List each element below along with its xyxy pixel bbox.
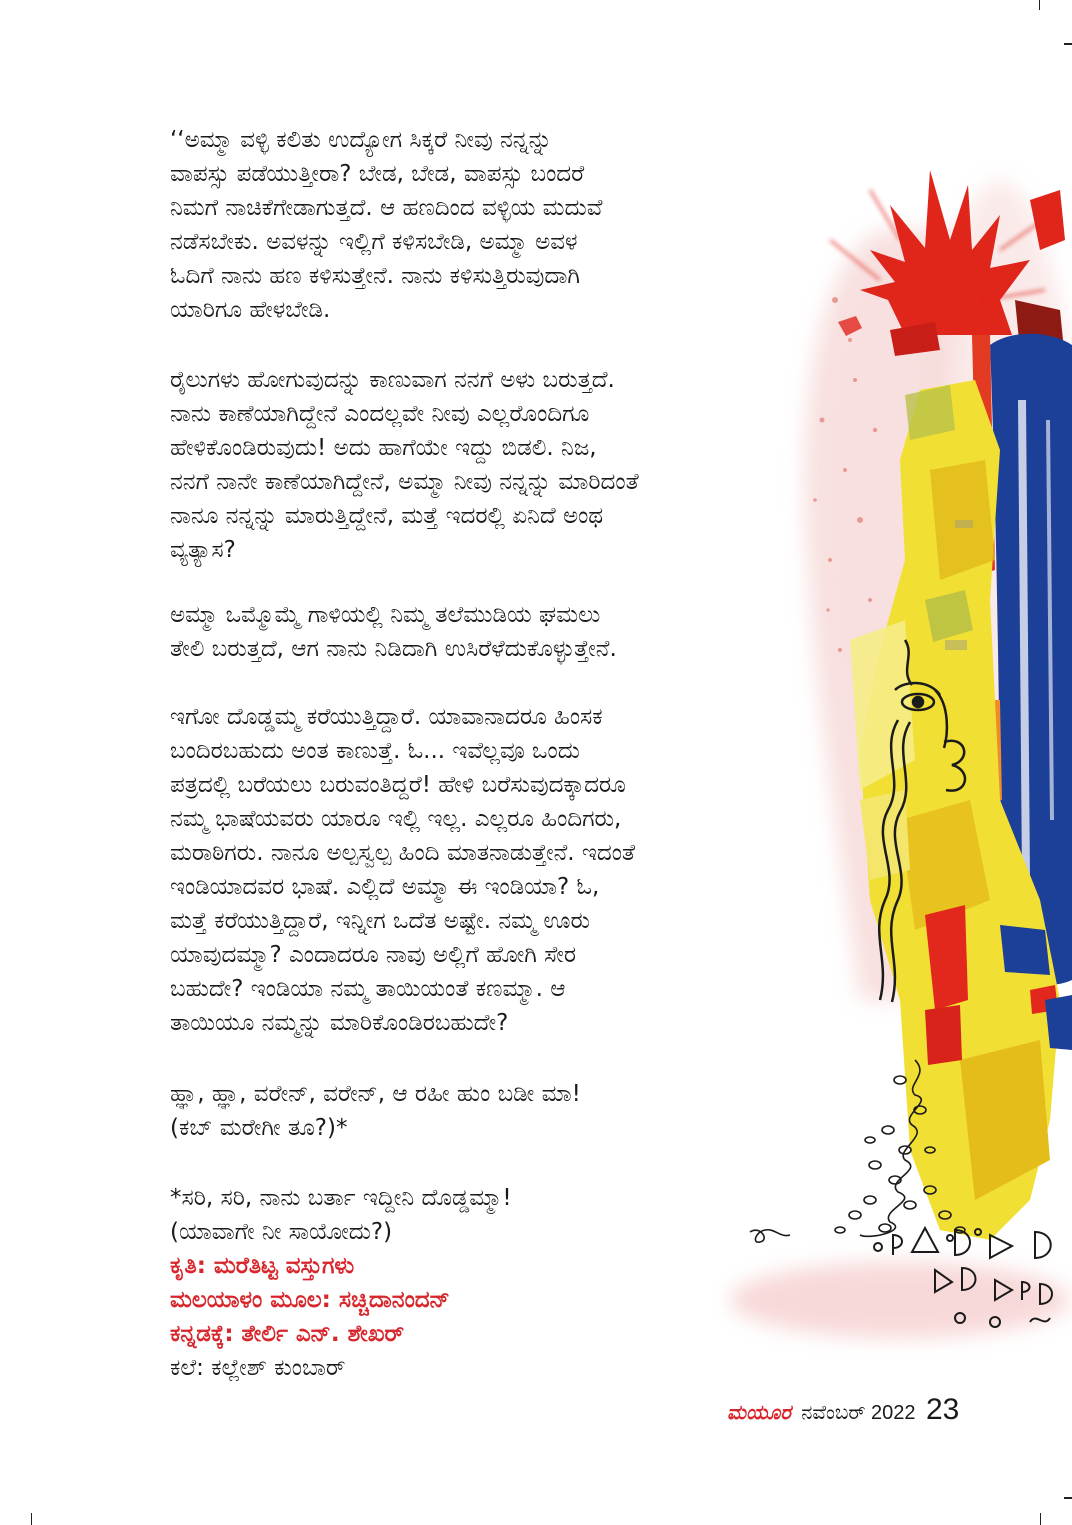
text-line: ತಾಯಿಯೂ ನಮ್ಮನ್ನು ಮಾರಿಕೊಂಡಿರಬಹುದೇ? bbox=[170, 1010, 509, 1036]
text-line: ಬಂದಿರಬಹುದು ಅಂತ ಕಾಣುತ್ತೆ. ಓ... ಇವೆಲ್ಲವೂ ಒಂದು bbox=[170, 738, 580, 764]
text-line: ಮತ್ತೆ ಕರೆಯುತ್ತಿದ್ದಾರೆ, ಇನ್ನೀಗ ಒದೆತ ಅಷ್ಟೇ. ನಮ್ಮ ಊರು bbox=[170, 908, 590, 934]
paragraph-3 bbox=[170, 598, 790, 666]
text-line: ಅಮ್ಮಾ ಒಮ್ಮೊಮ್ಮೆ ಗಾಳಿಯಲ್ಲಿ ನಿಮ್ಮ ತಲೆಮುಡಿಯ ಘಮಲು bbox=[170, 602, 601, 628]
text-line: ಮರಾಠಿಗರು. ನಾನೂ ಅಲ್ಪಸ್ವಲ್ಪ ಹಿಂದಿ ಮಾತನಾಡುತ್ತೇನೆ. ಇದಂತೆ bbox=[170, 840, 636, 866]
text-line: ಬಹುದೇ? ಇಂಡಿಯಾ ನಮ್ಮ ತಾಯಿಯಂತೆ ಕಣಮ್ಮಾ. ಆ bbox=[170, 976, 566, 1002]
text-line: ಇಂಡಿಯಾದವರ ಭಾಷೆ. ಎಲ್ಲಿದೆ ಅಮ್ಮಾ ಈ ಇಂಡಿಯಾ? ಓ, bbox=[170, 874, 600, 900]
footnote-line: *ಸರಿ, ಸರಿ, ನಾನು ಬರ್ತಾ ಇದ್ದೀನಿ ದೊಡ್ಡಮ್ಮಾ! bbox=[170, 1185, 512, 1211]
text-line: ಯಾವುದಮ್ಮಾ? ಎಂದಾದರೂ ನಾವು ಅಲ್ಲಿಗೆ ಹೋಗಿ ಸೇರ bbox=[170, 942, 577, 968]
text-line: ಯಾರಿಗೂ ಹೇಳಬೇಡಿ. bbox=[170, 297, 331, 323]
credit-work: ಕೃತಿ: ಮರೆತಿಟ್ಟ ವಸ್ತುಗಳು bbox=[170, 1253, 355, 1279]
text-line: ‘‘ಅಮ್ಮಾ ವಳ್ಳಿ ಕಲಿತು ಉದ್ಯೋಗ ಸಿಕ್ಕರೆ ನೀವು ನನ್ನನ್ನು bbox=[170, 127, 552, 153]
paragraph-4 bbox=[170, 700, 790, 1040]
paragraph-2 bbox=[170, 363, 790, 567]
paragraph-5 bbox=[170, 1077, 790, 1145]
crop-mark-bottom-right bbox=[1040, 1513, 1041, 1525]
footnote-and-credits bbox=[170, 1181, 790, 1385]
text-line: ತೇಲಿ ಬರುತ್ತದೆ, ಆಗ ನಾನು ನಿಡಿದಾಗಿ ಉಸಿರೆಳೆದುಕೊಳ್ಳುತ್ತೇನೆ. bbox=[170, 636, 617, 662]
crop-mark-top-right bbox=[1039, 0, 1040, 10]
page-footer bbox=[727, 1393, 959, 1427]
paragraph-1 bbox=[170, 123, 790, 327]
text-line: ಹ್ಞಾ, ಹ್ಞಾ, ವರೇನ್, ವರೇನ್, ಆ ರಹೀ ಹುಂ ಬಡೀ ಮಾ! bbox=[170, 1081, 581, 1107]
text-line: ನಮ್ಮ ಭಾಷೆಯವರು ಯಾರೂ ಇಲ್ಲಿ ಇಲ್ಲ. ಎಲ್ಲರೂ ಹಿಂದಿಗರು, bbox=[170, 806, 622, 832]
credit-translator: ಕನ್ನಡಕ್ಕೆ: ತೇರ್ಲಿ ಎನ್. ಶೇಖರ್ bbox=[170, 1321, 405, 1347]
text-line: ರೈಲುಗಳು ಹೋಗುವುದನ್ನು ಕಾಣುವಾಗ ನನಗೆ ಅಳು ಬರುತ್ತದೆ. bbox=[170, 367, 615, 393]
text-line: ನಡೆಸಬೇಕು. ಅವಳನ್ನು ಇಲ್ಲಿಗೆ ಕಳಿಸಬೇಡಿ, ಅಮ್ಮಾ ಅವಳ bbox=[170, 229, 578, 255]
text-line: ಓದಿಗೆ ನಾನು ಹಣ ಕಳಿಸುತ್ತೇನೆ. ನಾನು ಕಳಿಸುತ್ತಿರುವುದಾಗಿ bbox=[170, 263, 580, 289]
credit-original-author: ಮಲಯಾಳಂ ಮೂಲ: ಸಚ್ಚಿದಾನಂದನ್ bbox=[170, 1287, 450, 1313]
credit-artist: ಕಲೆ: ಕಲ್ಲೇಶ್ ಕುಂಬಾರ್ bbox=[170, 1355, 346, 1381]
text-line: (ಕಬ್ ಮರೇಗೀ ತೂ?)* bbox=[170, 1115, 348, 1141]
text-line: ನಾನೂ ನನ್ನನ್ನು ಮಾರುತ್ತಿದ್ದೇನೆ, ಮತ್ತೆ ಇದರಲ್ಲಿ ಏನಿದೆ ಅಂಥ bbox=[170, 503, 604, 529]
crop-mark-right-top bbox=[1064, 43, 1072, 45]
text-line: ನಾನು ಕಾಣೆಯಾಗಿದ್ದೇನೆ ಎಂದಲ್ಲವೇ ನೀವು ಎಲ್ಲರೊಂದಿಗೂ bbox=[170, 401, 590, 427]
magazine-logo: ಮಯೂರ bbox=[727, 1402, 791, 1424]
text-line: ಪತ್ರದಲ್ಲಿ ಬರೆಯಲು ಬರುವಂತಿದ್ದರೆ! ಹೇಳಿ ಬರೆಸುವುದಕ್ಕಾದರೂ bbox=[170, 772, 626, 798]
footnote-line: (ಯಾವಾಗೇ ನೀ ಸಾಯೋದು?) bbox=[170, 1219, 393, 1245]
issue-date: ನವೆಂಬರ್ 2022 bbox=[801, 1402, 916, 1424]
text-line: ಇಗೋ ದೊಡ್ಡಮ್ಮ ಕರೆಯುತ್ತಿದ್ದಾರೆ. ಯಾವಾನಾದರೂ ಹಿಂಸಕ bbox=[170, 704, 603, 730]
crop-mark-right-bottom bbox=[1064, 1497, 1072, 1499]
text-line: ಹೇಳಿಕೊಂಡಿರುವುದು! ಅದು ಹಾಗೆಯೇ ಇದ್ದು ಬಿಡಲಿ. ನಿಜ, bbox=[170, 435, 597, 461]
text-line: ವಾಪಸ್ಸು ಪಡೆಯುತ್ತೀರಾ? ಬೇಡ, ಬೇಡ, ವಾಪಸ್ಸು ಬಂದರೆ bbox=[170, 161, 585, 187]
crop-mark-bottom-left bbox=[31, 1513, 32, 1525]
text-line: ವ್ಯತ್ಯಾಸ? bbox=[170, 537, 236, 563]
text-line: ನಿಮಗೆ ನಾಚಿಕೆಗೇಡಾಗುತ್ತದೆ. ಆ ಹಣದಿಂದ ವಳ್ಳಿಯ ಮದುವೆ bbox=[170, 195, 603, 221]
page-number: 23 bbox=[925, 1393, 960, 1426]
text-line: ನನಗೆ ನಾನೇ ಕಾಣೆಯಾಗಿದ್ದೇನೆ, ಅಮ್ಮಾ ನೀವು ನನ್ನನ್ನು ಮಾರಿದಂತೆ bbox=[170, 469, 639, 495]
